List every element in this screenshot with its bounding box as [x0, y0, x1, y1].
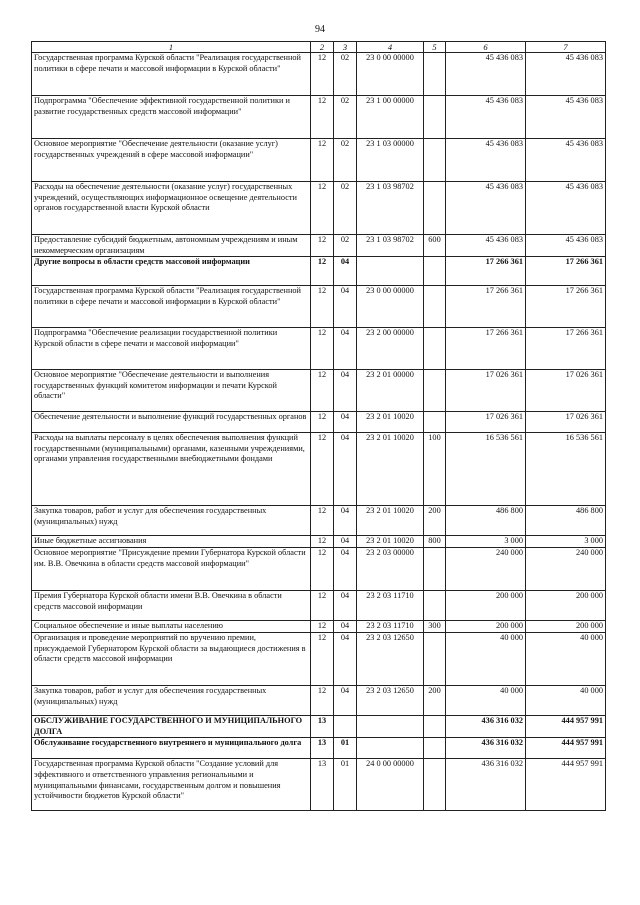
- table-row: [32, 633, 606, 686]
- column-header: 6: [446, 42, 526, 53]
- row-expense-type: [424, 182, 446, 235]
- table-row: [32, 286, 606, 328]
- table-row: [32, 433, 606, 506]
- table-row: [32, 370, 606, 412]
- row-amount-year2: 40 000: [526, 633, 606, 686]
- row-name: Государственная программа Курской области "Реализация государственной политики в сфере печати и массовой информации в Курской области": [32, 286, 311, 328]
- row-subsection: 04: [334, 621, 357, 633]
- table-row: [32, 328, 606, 370]
- row-expense-type: [424, 591, 446, 621]
- row-amount-year2: 17 266 361: [526, 286, 606, 328]
- row-expense-type: [424, 412, 446, 433]
- row-section: 12: [311, 235, 334, 257]
- row-name: Расходы на выплаты персоналу в целях обеспечения выполнения функций государственными (муниципальными) органами, казенными учреждениями, органами управления государственными внебюджетными фондами: [32, 433, 311, 506]
- row-amount-year2: 45 436 083: [526, 235, 606, 257]
- row-expense-type: [424, 96, 446, 139]
- row-target-code: 24 0 00 00000: [357, 759, 424, 811]
- row-subsection: 04: [334, 536, 357, 548]
- row-name: Премия Губернатора Курской области имени В.В. Овечкина в области средств массовой информации: [32, 591, 311, 621]
- row-expense-type: [424, 370, 446, 412]
- table-row: [32, 686, 606, 716]
- row-expense-type: 200: [424, 686, 446, 716]
- table-row: [32, 53, 606, 96]
- row-section: 12: [311, 257, 334, 286]
- row-amount-year1: 45 436 083: [446, 139, 526, 182]
- row-section: 12: [311, 633, 334, 686]
- row-target-code: 23 2 01 10020: [357, 506, 424, 536]
- row-expense-type: 100: [424, 433, 446, 506]
- row-amount-year2: 17 026 361: [526, 412, 606, 433]
- row-section: 12: [311, 591, 334, 621]
- row-section: 12: [311, 506, 334, 536]
- row-amount-year2: 16 536 561: [526, 433, 606, 506]
- row-section: 12: [311, 96, 334, 139]
- row-name: Обеспечение деятельности и выполнение функций государственных органов: [32, 412, 311, 433]
- row-expense-type: [424, 548, 446, 591]
- row-name: ОБСЛУЖИВАНИЕ ГОСУДАРСТВЕННОГО И МУНИЦИПАЛЬНОГО ДОЛГА: [32, 716, 311, 738]
- table-row: [32, 738, 606, 759]
- column-header: 2: [311, 42, 334, 53]
- row-section: 12: [311, 286, 334, 328]
- row-expense-type: [424, 716, 446, 738]
- row-subsection: 04: [334, 286, 357, 328]
- table-row: [32, 591, 606, 621]
- row-expense-type: [424, 759, 446, 811]
- row-name: Основное мероприятие "Обеспечение деятельности и выполнения государственных функций комитетом информации и печати Курской области": [32, 370, 311, 412]
- row-target-code: 23 0 00 00000: [357, 53, 424, 96]
- row-name: Обслуживание государственного внутреннего и муниципального долга: [32, 738, 311, 759]
- row-expense-type: [424, 328, 446, 370]
- row-subsection: 04: [334, 548, 357, 591]
- row-section: 12: [311, 328, 334, 370]
- row-section: 12: [311, 548, 334, 591]
- row-amount-year2: 45 436 083: [526, 96, 606, 139]
- row-target-code: [357, 257, 424, 286]
- row-amount-year1: 200 000: [446, 591, 526, 621]
- row-target-code: 23 2 03 11710: [357, 621, 424, 633]
- row-section: 12: [311, 412, 334, 433]
- row-name: Закупка товаров, работ и услуг для обеспечения государственных (муниципальных) нужд: [32, 506, 311, 536]
- row-target-code: 23 2 03 12650: [357, 686, 424, 716]
- row-subsection: 02: [334, 182, 357, 235]
- table-row: [32, 257, 606, 286]
- row-amount-year2: 17 266 361: [526, 257, 606, 286]
- row-name: Организация и проведение мероприятий по вручению премии, присуждаемой Губернатором Курской области за выдающиеся достижения в области средств массовой информации: [32, 633, 311, 686]
- row-subsection: [334, 716, 357, 738]
- row-amount-year1: 436 316 032: [446, 738, 526, 759]
- row-name: Основное мероприятие "Обеспечение деятельности (оказание услуг) государственных учреждений в сфере массовой информации": [32, 139, 311, 182]
- row-name: Расходы на обеспечение деятельности (оказание услуг) государственных учреждений, осуществляющих информационное освещение деятельности органов государственной власти Курской области: [32, 182, 311, 235]
- column-header: 3: [334, 42, 357, 53]
- row-amount-year1: 486 800: [446, 506, 526, 536]
- row-subsection: 04: [334, 412, 357, 433]
- row-subsection: 04: [334, 686, 357, 716]
- row-section: 13: [311, 759, 334, 811]
- row-amount-year1: 436 316 032: [446, 716, 526, 738]
- row-subsection: 04: [334, 257, 357, 286]
- row-amount-year2: 17 266 361: [526, 328, 606, 370]
- row-target-code: 23 2 01 10020: [357, 536, 424, 548]
- row-subsection: 04: [334, 506, 357, 536]
- row-name: Основное мероприятие "Присуждение премии Губернатора Курской области им. В.В. Овечкина в области средств массовой информации": [32, 548, 311, 591]
- row-amount-year2: 444 957 991: [526, 738, 606, 759]
- table-row: [32, 506, 606, 536]
- row-subsection: 04: [334, 591, 357, 621]
- row-section: 12: [311, 182, 334, 235]
- row-target-code: [357, 716, 424, 738]
- row-subsection: 01: [334, 759, 357, 811]
- row-target-code: 23 2 03 12650: [357, 633, 424, 686]
- row-name: Социальное обеспечение и иные выплаты населению: [32, 621, 311, 633]
- row-section: 12: [311, 370, 334, 412]
- row-section: 12: [311, 433, 334, 506]
- table-row: [32, 412, 606, 433]
- row-section: 13: [311, 716, 334, 738]
- row-amount-year1: 240 000: [446, 548, 526, 591]
- row-amount-year2: 17 026 361: [526, 370, 606, 412]
- row-amount-year1: 45 436 083: [446, 235, 526, 257]
- row-subsection: 04: [334, 633, 357, 686]
- row-section: 12: [311, 536, 334, 548]
- column-header: 7: [526, 42, 606, 53]
- row-subsection: 02: [334, 96, 357, 139]
- row-amount-year2: 45 436 083: [526, 139, 606, 182]
- row-name: Государственная программа Курской области "Реализация государственной политики в сфере печати и массовой информации в Курской области": [32, 53, 311, 96]
- table-header-row: [32, 42, 606, 53]
- row-subsection: 02: [334, 235, 357, 257]
- row-amount-year1: 17 266 361: [446, 257, 526, 286]
- row-section: 12: [311, 686, 334, 716]
- row-amount-year1: 40 000: [446, 633, 526, 686]
- row-subsection: 04: [334, 370, 357, 412]
- row-amount-year1: 17 266 361: [446, 286, 526, 328]
- column-header: 4: [357, 42, 424, 53]
- row-amount-year2: 486 800: [526, 506, 606, 536]
- row-target-code: 23 2 01 10020: [357, 433, 424, 506]
- row-amount-year2: 45 436 083: [526, 182, 606, 235]
- budget-table: [31, 41, 606, 811]
- row-amount-year1: 17 026 361: [446, 370, 526, 412]
- row-amount-year1: 200 000: [446, 621, 526, 633]
- row-target-code: [357, 738, 424, 759]
- row-amount-year1: 3 000: [446, 536, 526, 548]
- row-expense-type: 300: [424, 621, 446, 633]
- table-row: [32, 759, 606, 811]
- row-target-code: 23 0 00 00000: [357, 286, 424, 328]
- page-number: 94: [315, 24, 325, 35]
- row-subsection: 04: [334, 328, 357, 370]
- row-amount-year2: 200 000: [526, 591, 606, 621]
- column-header: 1: [32, 42, 311, 53]
- row-target-code: 23 1 00 00000: [357, 96, 424, 139]
- row-expense-type: [424, 286, 446, 328]
- row-name: Иные бюджетные ассигнования: [32, 536, 311, 548]
- column-header: 5: [424, 42, 446, 53]
- row-expense-type: 800: [424, 536, 446, 548]
- row-amount-year1: 17 266 361: [446, 328, 526, 370]
- row-amount-year2: 200 000: [526, 621, 606, 633]
- row-target-code: 23 2 00 00000: [357, 328, 424, 370]
- table-row: [32, 139, 606, 182]
- row-section: 12: [311, 621, 334, 633]
- table-row: [32, 548, 606, 591]
- row-target-code: 23 2 01 10020: [357, 412, 424, 433]
- table-row: [32, 621, 606, 633]
- row-expense-type: [424, 139, 446, 182]
- row-name: Подпрограмма "Обеспечение реализации государственной политики Курской области в сфере печати и массовой информации": [32, 328, 311, 370]
- row-expense-type: [424, 738, 446, 759]
- row-amount-year1: 17 026 361: [446, 412, 526, 433]
- row-amount-year1: 45 436 083: [446, 53, 526, 96]
- row-section: 12: [311, 53, 334, 96]
- row-amount-year1: 436 316 032: [446, 759, 526, 811]
- table-row: [32, 536, 606, 548]
- row-subsection: 01: [334, 738, 357, 759]
- row-section: 12: [311, 139, 334, 182]
- row-target-code: 23 1 03 98702: [357, 235, 424, 257]
- row-amount-year2: 40 000: [526, 686, 606, 716]
- row-target-code: 23 2 01 00000: [357, 370, 424, 412]
- row-amount-year2: 240 000: [526, 548, 606, 591]
- row-target-code: 23 1 03 00000: [357, 139, 424, 182]
- table-row: [32, 182, 606, 235]
- row-amount-year2: 45 436 083: [526, 53, 606, 96]
- row-amount-year1: 40 000: [446, 686, 526, 716]
- row-target-code: 23 2 03 11710: [357, 591, 424, 621]
- row-amount-year2: 444 957 991: [526, 716, 606, 738]
- row-name: Другие вопросы в области средств массовой информации: [32, 257, 311, 286]
- row-target-code: 23 2 03 00000: [357, 548, 424, 591]
- row-expense-type: [424, 257, 446, 286]
- row-expense-type: 600: [424, 235, 446, 257]
- row-name: Предоставление субсидий бюджетным, автономным учреждениям и иным некоммерческим организациям: [32, 235, 311, 257]
- row-subsection: 02: [334, 139, 357, 182]
- row-subsection: 02: [334, 53, 357, 96]
- table-row: [32, 716, 606, 738]
- row-name: Закупка товаров, работ и услуг для обеспечения государственных (муниципальных) нужд: [32, 686, 311, 716]
- row-amount-year1: 45 436 083: [446, 182, 526, 235]
- row-amount-year1: 45 436 083: [446, 96, 526, 139]
- row-amount-year2: 444 957 991: [526, 759, 606, 811]
- row-name: Государственная программа Курской области "Создание условий для эффективного и ответственного управления региональными и муниципальными финансами, государственным долгом и повышения устойчивости бюджетов Курской области": [32, 759, 311, 811]
- row-amount-year1: 16 536 561: [446, 433, 526, 506]
- row-subsection: 04: [334, 433, 357, 506]
- table-row: [32, 235, 606, 257]
- row-expense-type: 200: [424, 506, 446, 536]
- row-expense-type: [424, 633, 446, 686]
- table-row: [32, 96, 606, 139]
- row-section: 13: [311, 738, 334, 759]
- row-name: Подпрограмма "Обеспечение эффективной государственной политики и развитие государственных средств массовой информации": [32, 96, 311, 139]
- row-expense-type: [424, 53, 446, 96]
- row-amount-year2: 3 000: [526, 536, 606, 548]
- row-target-code: 23 1 03 98702: [357, 182, 424, 235]
